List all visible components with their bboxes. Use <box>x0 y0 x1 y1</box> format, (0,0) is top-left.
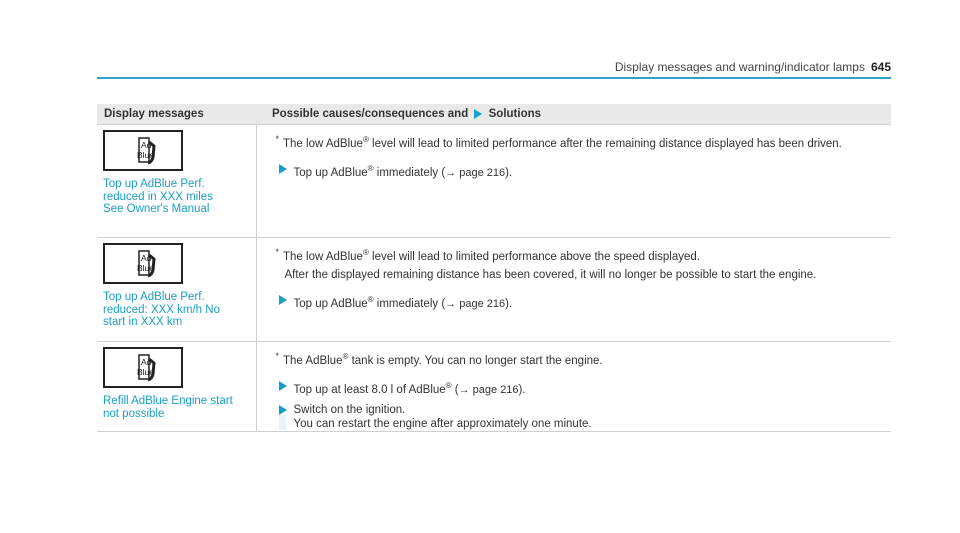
icon-text-ad: Ad <box>141 140 152 150</box>
table-row <box>97 238 891 342</box>
step-arrow-icon <box>279 164 287 174</box>
icon-text-ad: Ad <box>141 357 152 367</box>
running-header <box>615 60 891 74</box>
cause-text: * The low AdBlue® level will lead to limited performance above the speed displayed. <box>275 247 700 263</box>
solution-step: Top up AdBlue® immediately (→ page 216). <box>276 293 884 311</box>
page-number: 645 <box>870 60 891 74</box>
solutions-arrow-icon <box>474 109 482 119</box>
step-arrow-icon <box>279 405 287 415</box>
col-header-solutions-text: Solutions <box>488 108 542 120</box>
display-message-text: Top up AdBlue Perf. reduced in XXX miles See Owner's Manual <box>103 178 213 215</box>
display-message-text: Top up AdBlue Perf. reduced: XXX km/h No start in XXX km <box>103 291 220 328</box>
step-arrow-icon <box>279 295 287 305</box>
step-arrow-icon <box>279 381 287 391</box>
page-reference-link[interactable]: → page 216 <box>445 166 506 179</box>
icon-text-blue: Blue <box>137 263 155 273</box>
table-row <box>97 342 891 432</box>
step-result-marker <box>279 415 286 430</box>
col-header-causes-text: Possible causes/consequences and <box>272 108 469 120</box>
icon-text-blue: Blue <box>137 150 155 160</box>
display-message-cell <box>97 342 256 432</box>
adblue-warning-icon <box>103 347 183 388</box>
display-message-cell <box>97 125 256 238</box>
solution-step: Top up at least 8.0 l of AdBlue® (→ page 216). <box>276 379 884 397</box>
cause-text: * The AdBlue® tank is empty. You can no longer start the engine. <box>275 351 603 367</box>
icon-text-blue: Blue <box>137 367 155 377</box>
icon-text-ad: Ad <box>141 253 152 263</box>
col-header-display-messages: Display messages <box>97 104 256 125</box>
page-reference-link[interactable]: → page 216 <box>458 383 519 396</box>
causes-cell <box>256 238 891 342</box>
header-title: Display messages and warning/indicator lamps <box>614 60 865 74</box>
causes-cell <box>256 125 891 238</box>
table-row <box>97 125 891 238</box>
solution-step: Switch on the ignition. You can restart the engine after approximately one minute. <box>276 403 884 431</box>
page-reference-link[interactable]: → page 216 <box>445 297 506 310</box>
adblue-warning-icon <box>103 130 183 171</box>
display-message-text: Refill AdBlue Engine start not possible <box>103 395 233 420</box>
causes-cell <box>256 342 891 432</box>
col-header-causes <box>256 104 891 125</box>
adblue-warning-icon <box>103 243 183 284</box>
cause-text: * The low AdBlue® level will lead to limited performance after the remaining distance displayed has been driven. <box>275 134 842 150</box>
solution-step: Top up AdBlue® immediately (→ page 216). <box>276 162 884 180</box>
header-rule <box>97 77 891 79</box>
table-header-row <box>97 104 891 125</box>
cause-extra-text: After the displayed remaining distance has been covered, it will no longer be possible to start the engine. <box>284 268 817 281</box>
display-message-cell <box>97 238 256 342</box>
messages-table <box>97 104 891 432</box>
